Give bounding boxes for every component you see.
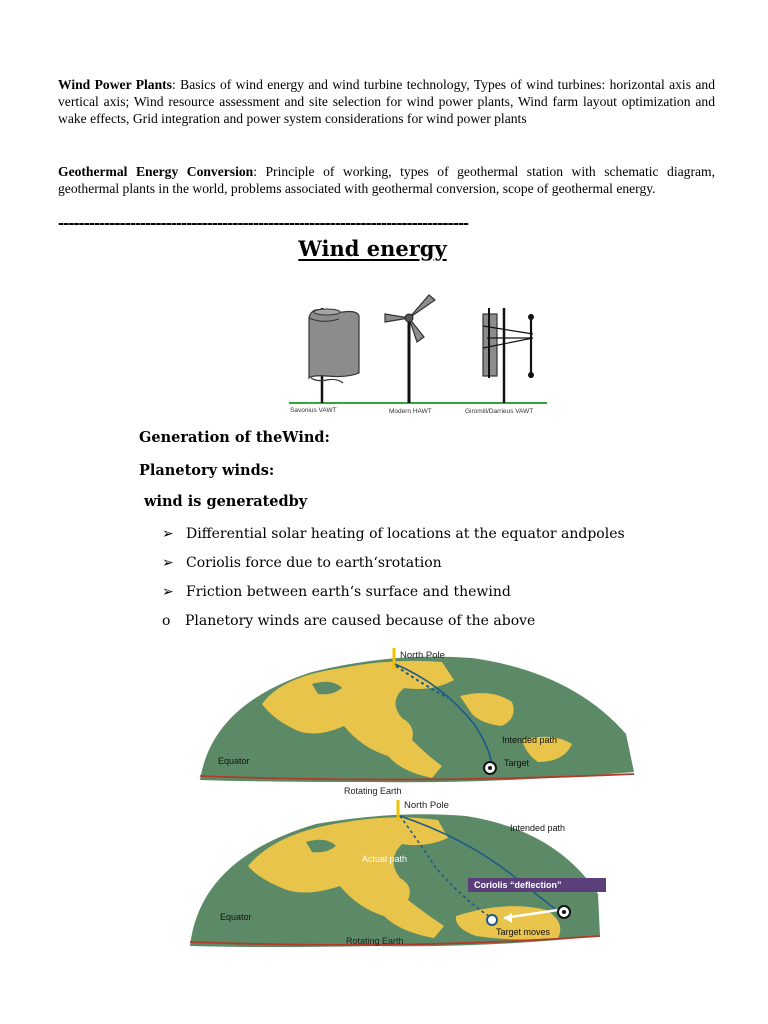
arrow-bullet-icon: ➢: [162, 526, 174, 542]
wind-syllabus-paragraph: [58, 76, 715, 127]
geothermal-syllabus-paragraph: [58, 163, 715, 197]
generation-of-wind-heading: [139, 429, 330, 446]
generation-heading-colon: :: [324, 429, 330, 446]
moved-target-icon: [487, 915, 497, 925]
page-title: Wind energy: [298, 236, 447, 261]
geothermal-syllabus-text: : Principle of working, types of geothermal station with schematic diagram, geothermal plants in the world, problems associated with geothermal conversion, scope of geothermal energy.: [58, 164, 715, 196]
savonius-vawt-icon: [309, 308, 359, 403]
rotating-earth-label: Rotating Earth: [346, 936, 404, 946]
arrow-bullet-icon: ➢: [162, 555, 174, 571]
circle-bullet-icon: o: [162, 613, 171, 629]
coriolis-diagram-top: [192, 644, 640, 800]
list-item: [162, 613, 535, 629]
rotating-earth-label: Rotating Earth: [344, 786, 402, 796]
generation-heading-text: Generation of theWind: [139, 429, 325, 446]
arrow-bullet-icon: ➢: [162, 584, 174, 600]
list-item-text: Planetory winds are caused because of the above: [185, 613, 536, 629]
geothermal-syllabus-heading: Geothermal Energy Conversion: [58, 164, 254, 179]
list-item-text: Coriolis force due to earth‘srotation: [186, 555, 442, 571]
intended-path-label: Intended path: [510, 823, 566, 833]
actual-path-label: Actual path: [362, 854, 408, 864]
intended-path-label: Intended path: [502, 735, 558, 745]
north-pole-label: North Pole: [400, 650, 445, 661]
dashed-separator: --------------------------------------------------------------------------------: [58, 214, 469, 232]
modern-hawt-label: Modern HAWT: [389, 408, 432, 415]
coriolis-diagram-bottom: [186, 798, 624, 958]
giromill-label: Giromill/Darrieus VAWT: [465, 408, 534, 415]
planetary-heading-text: Planetory winds: [139, 462, 269, 479]
list-item-text: Differential solar heating of locations at the equator andpoles: [186, 526, 625, 542]
equator-label: Equator: [220, 912, 252, 922]
coriolis-deflection-label: Coriolis “deflection”: [474, 880, 562, 890]
target-moves-label: Target moves: [496, 927, 551, 937]
wind-syllabus-text: : Basics of wind energy and wind turbine technology, Types of wind turbines: horizontal axis and vertical axis; Wind resource assessment and site selection for wind power plants, Wind farm layout optimization and wake effects, Grid integration and power system considerations for wind power plants: [58, 77, 715, 126]
equator-label: Equator: [218, 756, 250, 766]
list-item: [162, 584, 511, 600]
modern-hawt-icon: [385, 295, 435, 403]
wind-turbine-types-figure: [287, 286, 557, 418]
north-pole-label: North Pole: [404, 800, 449, 811]
list-item: [162, 555, 442, 571]
list-item: [162, 526, 625, 542]
target-label: Target: [504, 758, 530, 768]
wind-syllabus-heading: Wind Power Plants: [58, 77, 172, 92]
wind-generated-by-heading: wind is generatedby: [144, 493, 308, 510]
list-item-text: Friction between earth‘s surface and thewind: [186, 584, 511, 600]
savonius-label: Savonius VAWT: [290, 407, 337, 414]
planetary-heading-colon: :: [268, 462, 275, 479]
planetary-winds-heading: [139, 462, 274, 479]
giromill-darrieus-vawt-icon: [483, 308, 534, 403]
